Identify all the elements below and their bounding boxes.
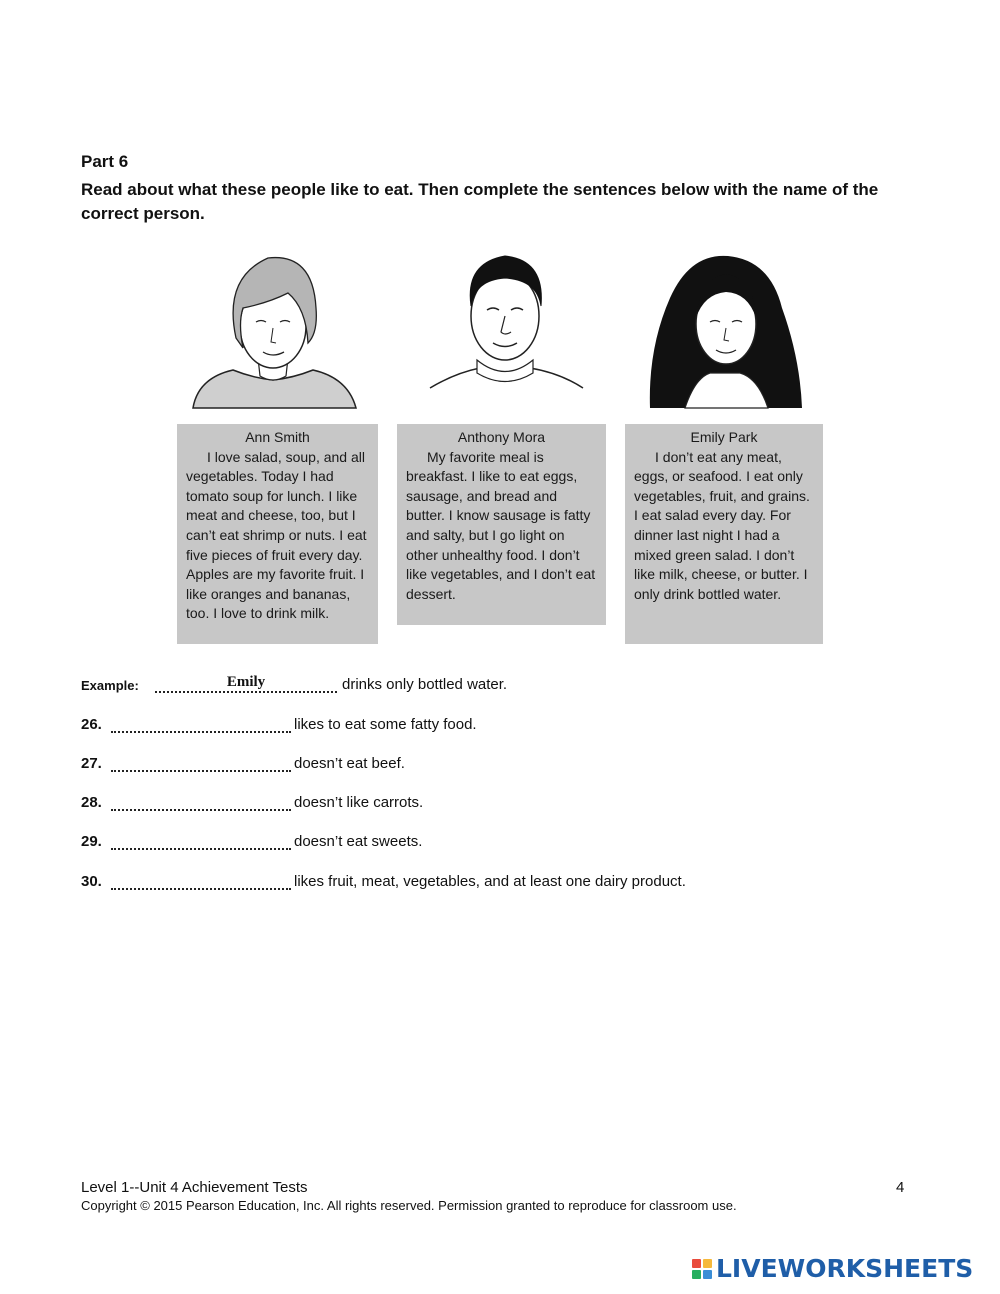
bio-text: I don’t eat any meat, eggs, or seafood. I eat only vegetables, fruit, and grains. I eat salad every day. For dinner last night I had a mixed green salad. I don’t like milk, cheese, or butter. I only drink bottled water. xyxy=(634,448,810,602)
liveworksheets-icon xyxy=(692,1259,712,1279)
anthony-mora-illustration xyxy=(425,248,585,413)
bio-box-anthony-mora xyxy=(397,424,606,625)
question-number: 30. xyxy=(81,873,102,890)
answer-input-30[interactable] xyxy=(111,871,291,890)
liveworksheets-logo xyxy=(692,1254,973,1283)
example-row xyxy=(81,674,507,693)
bio-text: I love salad, soup, and all vegetables. Today I had tomato soup for lunch. I like meat and cheese, too, but I can’t eat shrimp or nuts. I eat five pieces of fruit every day. Apples are my favorite fruit. I like oranges and bananas, too. I love to drink milk. xyxy=(186,448,367,622)
question-28 xyxy=(81,792,423,811)
question-26 xyxy=(81,714,477,733)
bio-box-ann-smith xyxy=(177,424,378,644)
example-answer: Emily xyxy=(155,674,337,693)
ann-smith-portrait xyxy=(188,248,358,413)
question-sentence: likes to eat some fatty food. xyxy=(294,716,477,733)
question-number: 29. xyxy=(81,833,102,850)
copyright-notice: Copyright © 2015 Pearson Education, Inc. All rights reserved. Permission granted to reproduce for classroom use. xyxy=(81,1198,737,1213)
ann-smith-illustration xyxy=(188,248,358,413)
footer-title: Level 1--Unit 4 Achievement Tests xyxy=(81,1179,308,1196)
bio-text: My favorite meal is breakfast. I like to eat eggs, sausage, and bread and butter. I know sausage is fatty and salty, but I go light on other unhealthy food. I don’t like vegetables, and I don’t eat dessert. xyxy=(406,448,596,602)
instructions: Read about what these people like to eat. Then complete the sentences below with the name of the correct person. xyxy=(81,180,879,223)
question-29 xyxy=(81,831,422,850)
example-label: Example: xyxy=(81,678,139,693)
anthony-mora-portrait xyxy=(425,248,585,413)
answer-input-28[interactable] xyxy=(111,792,291,811)
answer-input-29[interactable] xyxy=(111,831,291,850)
example-sentence: drinks only bottled water. xyxy=(342,676,508,693)
answer-input-27[interactable] xyxy=(111,753,291,772)
bio-box-emily-park xyxy=(625,424,823,644)
question-sentence: doesn’t eat sweets. xyxy=(294,833,423,850)
question-number: 27. xyxy=(81,755,102,772)
part-title: Part 6 xyxy=(81,152,129,171)
question-sentence: doesn’t eat beef. xyxy=(294,755,405,772)
question-sentence: likes fruit, meat, vegetables, and at least one dairy product. xyxy=(294,873,686,890)
liveworksheets-wordmark: LIVEWORKSHEETS xyxy=(716,1254,974,1283)
emily-park-illustration xyxy=(640,248,808,413)
emily-park-portrait xyxy=(640,248,808,413)
question-number: 28. xyxy=(81,794,102,811)
question-30 xyxy=(81,871,686,890)
page-number: 4 xyxy=(896,1179,905,1196)
bio-name: Anthony Mora xyxy=(457,429,546,445)
bio-name: Ann Smith xyxy=(245,429,310,445)
question-sentence: doesn’t like carrots. xyxy=(294,794,424,811)
bio-name: Emily Park xyxy=(690,429,758,445)
answer-input-26[interactable] xyxy=(111,714,291,733)
question-number: 26. xyxy=(81,716,102,733)
question-27 xyxy=(81,753,405,772)
